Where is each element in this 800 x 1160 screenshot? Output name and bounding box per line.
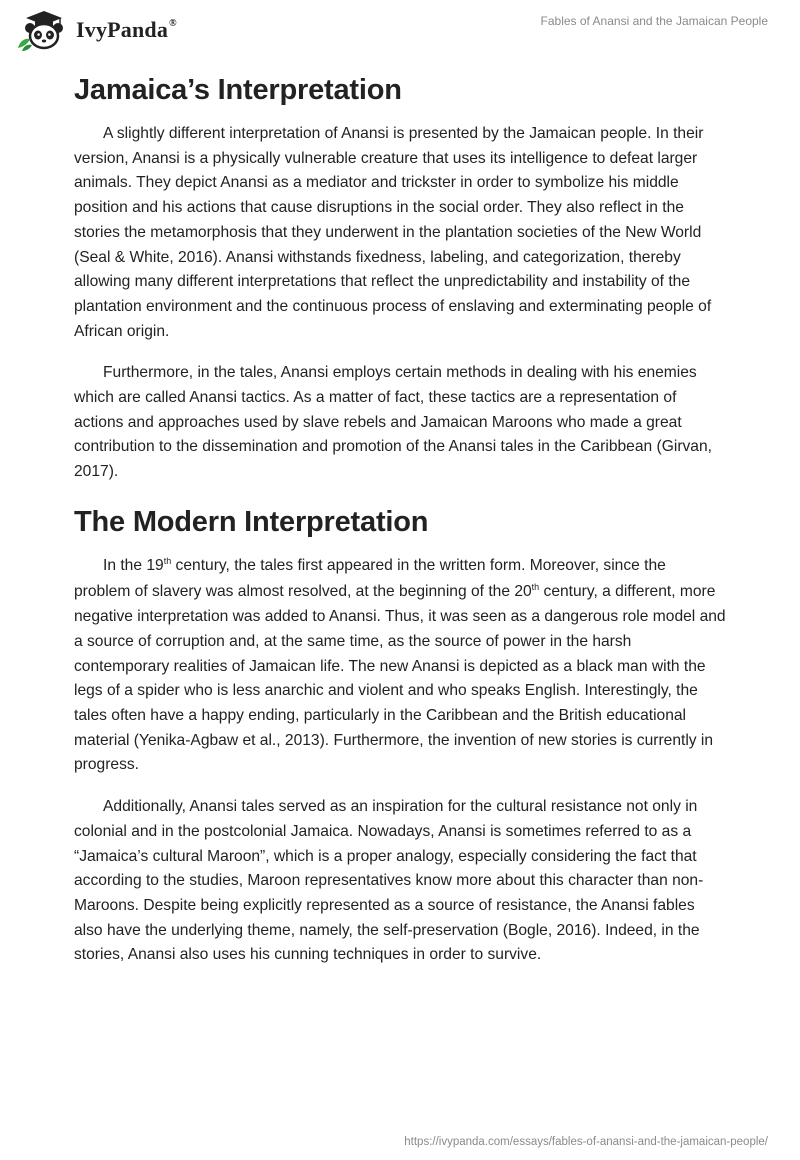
paragraph: Furthermore, in the tales, Anansi employs certain methods in dealing with his enemies which are called Anansi tactics. As a matter of fact, these tactics are a representation of actions and approaches used by slave rebels and Jamaican Maroons who made a great contribution to the dissemination and promotion of the Anansi tales in the Caribbean (Girvan, 2017). xyxy=(74,364,712,481)
page-header xyxy=(0,0,800,60)
section-heading-modern: The Modern Interpretation xyxy=(74,505,429,538)
paragraph: A slightly different interpretation of Anansi is presented by the Jamaican people. In their version, Anansi is a physically vulnerable creature that uses its intelligence to defeat larger animals. They depict Anansi as a mediator and trickster in order to symbolize his middle position and his actions that cause disruptions in the social order. They also reflect in the stories the metamorphosis that they underwent in the plantation societies of the New World (Seal & White, 2016). Anansi withstands fixedness, labeling, and categorization, thereby allowing many different interpretations that reflect the unpredictability and instability of the plantation environment and the continuous process of enslaving and exterminating people of African origin. xyxy=(74,125,712,340)
source-url[interactable]: https://ivypanda.com/essays/fables-of-anansi-and-the-jamaican-people/ xyxy=(404,1136,768,1148)
ivypanda-logo[interactable] xyxy=(14,8,177,52)
essay-content xyxy=(74,70,726,985)
paragraph: Additionally, Anansi tales served as an inspiration for the cultural resistance not only in colonial and in the postcolonial Jamaica. Nowadays, Anansi is sometimes referred to as a “Jamaica’s cultural Maroon”, which is a proper analogy, especially considering the fact that according to the studies, Maroon representatives know more about this character than non-Maroons. Despite being explicitly represented as a source of resistance, the Anansi fables also have the underlying theme, namely, the self-preservation (Bogle, 2016). Indeed, in the stories, Anansi also uses his cunning techniques in order to survive. xyxy=(74,798,704,964)
paragraph: In the 19th century, the tales first appeared in the written form. Moreover, since the problem of slavery was almost resolved, at the beginning of the 20th century, a different, more negative interpretation was added to Anansi. Thus, it was seen as a dangerous role model and a source of corruption and, at the same time, as the source of power in the harsh contemporary realities of Jamaican life. The new Anansi is depicted as a black man with the legs of a spider who is less anarchic and violent and who speaks English. Interestingly, the tales often have a happy ending, particularly in the Caribbean and the British educational material (Yenika-Agbaw et al., 2013). Furthermore, the invention of new stories is currently in progress. xyxy=(74,555,726,774)
panda-graduate-icon xyxy=(14,8,70,52)
brand-name: IvyPanda® xyxy=(76,17,177,42)
section-heading-jamaica: Jamaica’s Interpretation xyxy=(74,74,402,106)
document-title: Fables of Anansi and the Jamaican People xyxy=(540,14,768,28)
